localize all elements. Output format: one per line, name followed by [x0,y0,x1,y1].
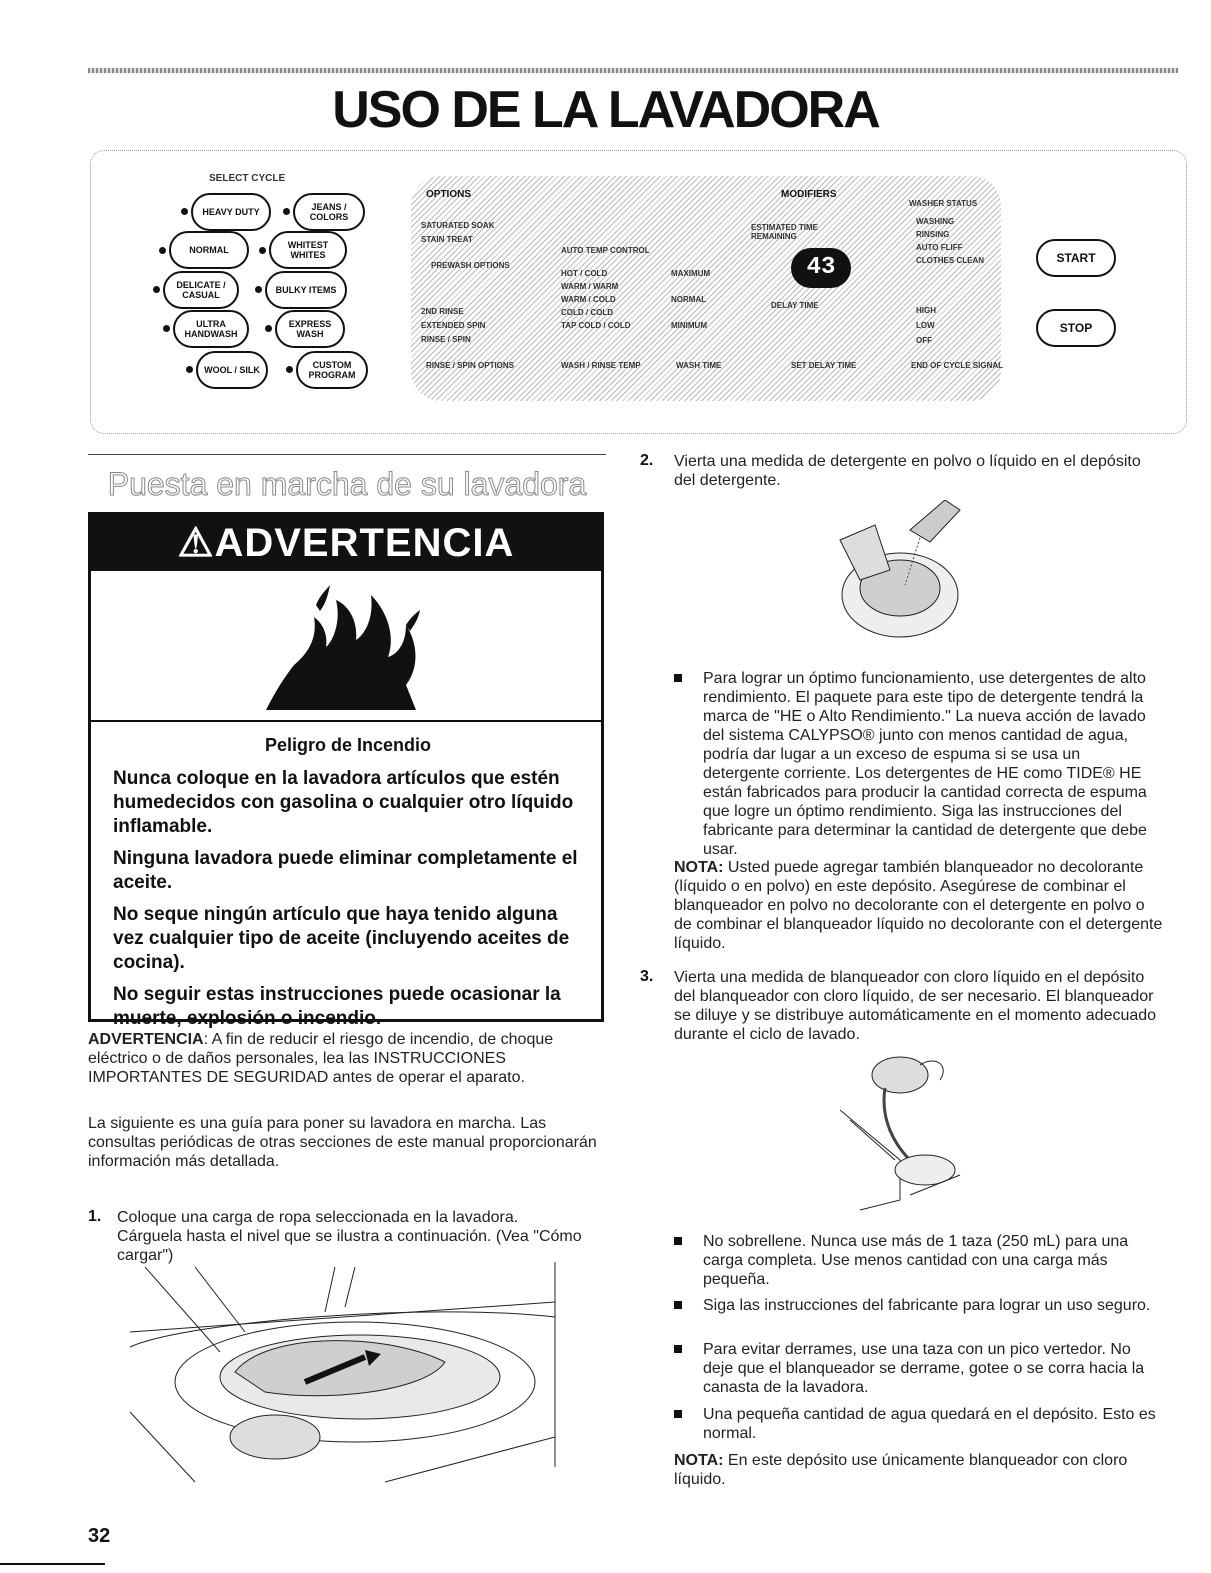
label-end-of-cycle-signal: END OF CYCLE SIGNAL [911,361,1004,370]
bullet-avoid-spills: Para evitar derrames, use una taza con un pico vertedor. No deje que el blanqueador se derrame, gotee o se corra hacia la canasta de la lavadora. [703,1340,1161,1397]
bullet-he-detergent: Para lograr un óptimo funcionamiento, use detergentes de alto rendimiento. El paquete para este tipo de detergente tendrá la marca de "HE o Alto Rendimiento." La nueva acción de lavado del sistema CALYPSO® junto con menos cantidad de agua, podría dar lugar a un exceso de espuma si se usa un detergente corriente. Los detergentes de HE como TIDE® HE están fabricados para producir la cantidad correcta de espuma que logre un óptimo rendimiento. Siga las instrucciones del fabricante para determinar la cantidad de detergente que debe usar. [703,669,1161,859]
page-number: 32 [88,1525,111,1547]
level-maximum: MAXIMUM [671,269,711,278]
step-1-text: Coloque una carga de ropa seleccionada en la lavadora. Cárguela hasta el nivel que se ilustra a continuación. (Vea "Cómo cargar") [117,1209,582,1264]
note-1 [674,858,1164,953]
safety-advisory [88,1030,603,1087]
footer-rule [0,1563,105,1565]
label-wash-rinse-temp: WASH / RINSE TEMP [561,361,641,370]
washer-status-label: WASHER STATUS [909,199,978,208]
note-2-text: En este depósito use únicamente blanqueador con cloro líquido. [674,1452,1128,1488]
cycle-express-wash: EXPRESS WASH [275,310,345,348]
modifiers-label: MODIFIERS [781,189,837,200]
bullet-follow-instructions: Siga las instrucciones del fabricante para lograr un uso seguro. [703,1296,1161,1315]
warning-box [88,512,604,1029]
washer-load-illustration [125,1262,565,1487]
hazard-title: Peligro de Incendio [264,735,432,755]
cycle-custom-program: CUSTOM PROGRAM [296,351,368,389]
option-rinse-spin-options: RINSE / SPIN OPTIONS [426,361,515,370]
top-rule [88,68,1178,73]
signal-low: LOW [916,321,935,330]
warning-header: ⚠ADVERTENCIA [91,515,601,571]
cycle-bulky-items: BULKY ITEMS [265,271,347,309]
warning-paragraph-4: No seguir estas instrucciones puede ocasionar la muerte, explosión o incendio. [113,984,561,1029]
temp-auto: AUTO TEMP CONTROL [561,246,650,255]
step-2-number: 2. [640,452,654,469]
stop-button: STOP [1036,309,1116,347]
warning-paragraph-2: Ninguna lavadora puede eliminar completamente el aceite. [113,848,578,893]
cycle-jeans-colors: JEANS / COLORS [293,193,365,231]
delay-time-label: DELAY TIME [771,301,819,310]
cycle-delicate-casual: DELICATE / CASUAL [163,271,239,309]
page-title: USO DE LA LAVADORA [332,81,879,139]
advisory-text: : A fin de reducir el riesgo de incendio, de choque eléctrico o de daños personales, lea las INSTRUCCIONES IMPORTANTES DE SEGURIDAD antes de operar el aparato. [88,1031,554,1086]
option-prewash: PREWASH OPTIONS [431,261,510,270]
step-2-text: Vierta una medida de detergente en polvo o líquido en el depósito del detergente. [674,453,1141,489]
estimated-time-label: ESTIMATED TIME REMAINING [751,223,818,241]
option-rinse-spin: RINSE / SPIN [421,335,471,344]
step-1-number: 1. [88,1208,102,1225]
cycle-ultra-handwash: ULTRA HANDWASH [173,310,249,348]
intro-paragraph: La siguiente es una guía para poner su lavadora en marcha. Las consultas periódicas de otras secciones de este manual proporcionarán información más detallada. [88,1115,597,1170]
option-2nd-rinse: 2ND RINSE [421,307,464,316]
status-washing: WASHING [916,217,955,226]
option-saturated-soak: SATURATED SOAK [421,221,495,230]
note-1-label: NOTA: [674,859,724,876]
level-normal: NORMAL [671,295,707,304]
option-stain-treat: STAIN TREAT [421,235,473,244]
note-1-text: Usted puede agregar también blanqueador no decolorante (líquido o en polvo) en este depósito. Asegúrese de combinar el blanqueador en polvo no decolorante con el detergente en polvo o de combinar el blanqueador líquido no decolorante con el detergente líquido. [674,859,1163,952]
status-clothes-clean: CLOTHES CLEAN [916,256,984,265]
temp-tap-cold: TAP COLD / COLD [561,321,631,330]
section-rule [88,454,606,455]
status-rinsing: RINSING [916,230,950,239]
status-auto-fluff: AUTO FLIFF [916,243,963,252]
step-3-number: 3. [640,968,654,985]
time-display: 43 [791,248,851,288]
signal-high: HIGH [916,306,936,315]
level-minimum: MINIMUM [671,321,707,330]
options-label: OPTIONS [426,189,472,200]
option-extended-spin: EXTENDED SPIN [421,321,486,330]
note-2-label: NOTA: [674,1452,724,1469]
cycle-heavy-duty: HEAVY DUTY [191,193,271,231]
advisory-label: ADVERTENCIA [88,1031,204,1048]
fire-hazard-icon [256,585,436,715]
signal-off: OFF [916,336,932,345]
section-title: Puesta en marcha de su lavadora [107,466,587,502]
control-panel-illustration [90,150,1187,434]
warning-paragraph-3: No seque ningún artículo que haya tenido alguna vez cualquier tipo de aceite (incluyendo aceites de cocina). [113,904,570,973]
temp-warm-cold: WARM / COLD [561,295,616,304]
select-cycle-label: SELECT CYCLE [209,173,286,184]
bleach-dispenser-illustration [840,1050,970,1215]
temp-warm-warm: WARM / WARM [561,282,619,291]
temp-hot-cold: HOT / COLD [561,269,608,278]
note-2 [674,1451,1164,1489]
cycle-whitest-whites: WHITEST WHITES [269,231,347,269]
cycle-normal: NORMAL [169,231,249,269]
warning-divider [91,720,601,722]
bullet-no-overfill: No sobrellene. Nunca use más de 1 taza (250 mL) para una carga completa. Use menos cantidad con una carga más pequeña. [703,1232,1161,1289]
start-button: START [1036,239,1116,277]
cycle-wool-silk: WOOL / SILK [196,351,268,389]
temp-cold-cold: COLD / COLD [561,308,613,317]
label-set-delay-time: SET DELAY TIME [791,361,857,370]
label-wash-time: WASH TIME [676,361,722,370]
warning-paragraph-1: Nunca coloque en la lavadora artículos que estén humedecidos con gasolina o cualquier otro líquido inflamable. [113,768,574,837]
step-3-text: Vierta una medida de blanqueador con cloro líquido en el depósito del blanqueador con cloro líquido, de ser necesario. El blanqueador se diluye y se distribuye automáticamente en el momento adecuado durante el ciclo de lavado. [674,969,1157,1043]
detergent-dispenser-illustration [835,500,970,650]
bullet-water-remains: Una pequeña cantidad de agua quedará en el depósito. Esto es normal. [703,1405,1161,1443]
